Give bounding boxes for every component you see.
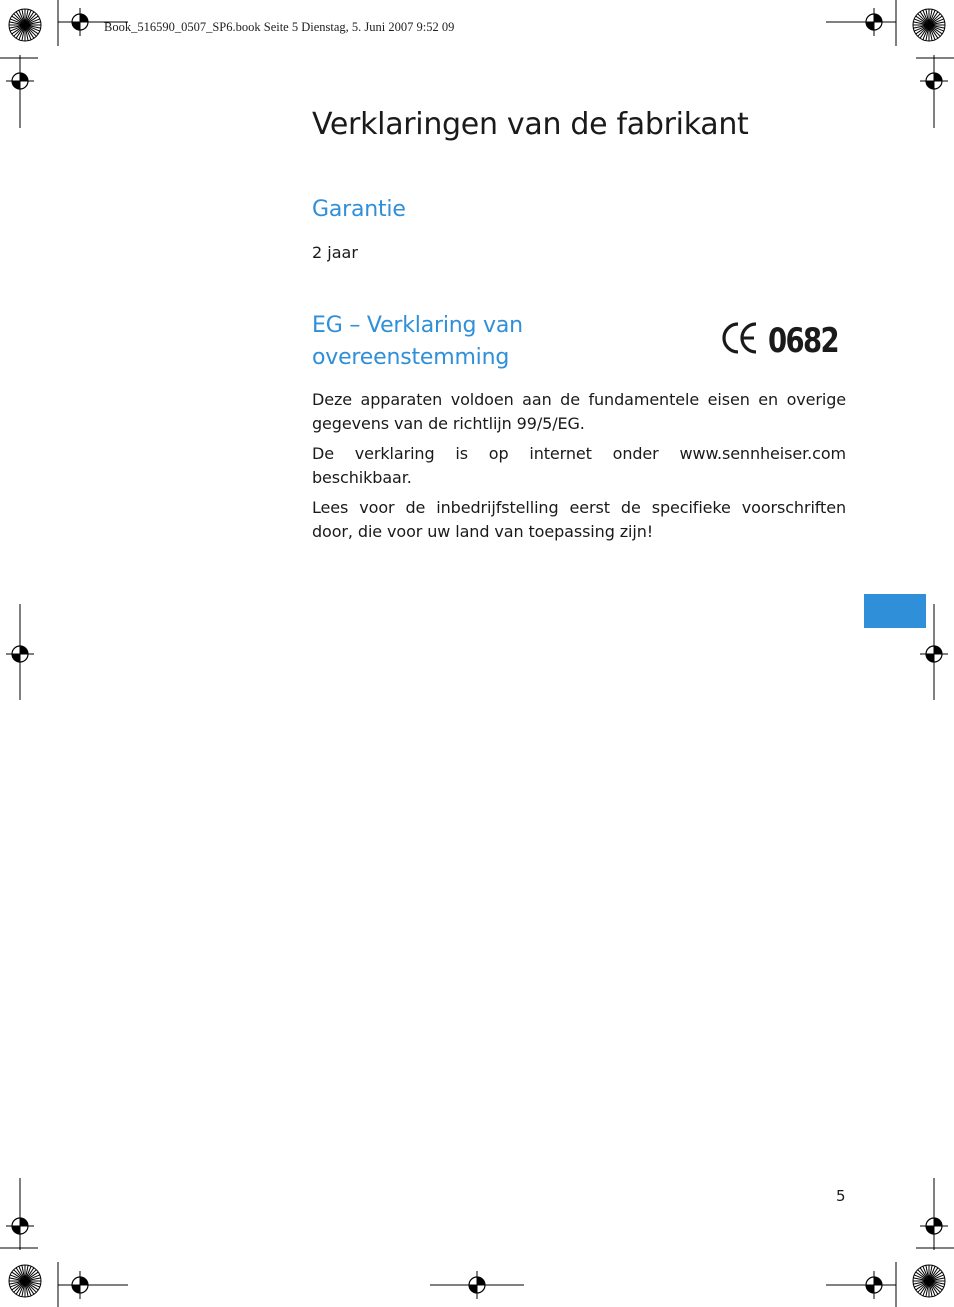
page-content [312,104,846,541]
declaration-body [312,388,846,550]
page-number: 5 [836,1187,846,1205]
garantie-text: 2 jaar [312,243,358,262]
ce-number: 0682 [768,321,838,358]
declaration-paragraph: Lees voor de inbedrijfstelling eerst de specifieke voorschriften door, die voor uw land van toepassing zijn! [312,498,846,541]
declaration-heading-line2: overeenstemming [312,345,510,370]
page-title: Verklaringen van de fabrikant [312,107,749,142]
declaration-heading-line1: EG – Verklaring van [312,313,523,338]
language-tab [864,594,926,628]
declaration-paragraph: De verklaring is op internet onder www.sennheiser.com beschikbaar. [312,444,846,487]
ce-mark-icon [716,318,846,358]
garantie-heading: Garantie [312,197,406,222]
print-header: Book_516590_0507_SP6.book Seite 5 Dienstag, 5. Juni 2007 9:52 09 [104,20,455,34]
declaration-heading [312,310,612,374]
declaration-paragraph: Deze apparaten voldoen aan de fundamentele eisen en overige gegevens van de richtlijn 99/5/EG. [312,390,846,433]
